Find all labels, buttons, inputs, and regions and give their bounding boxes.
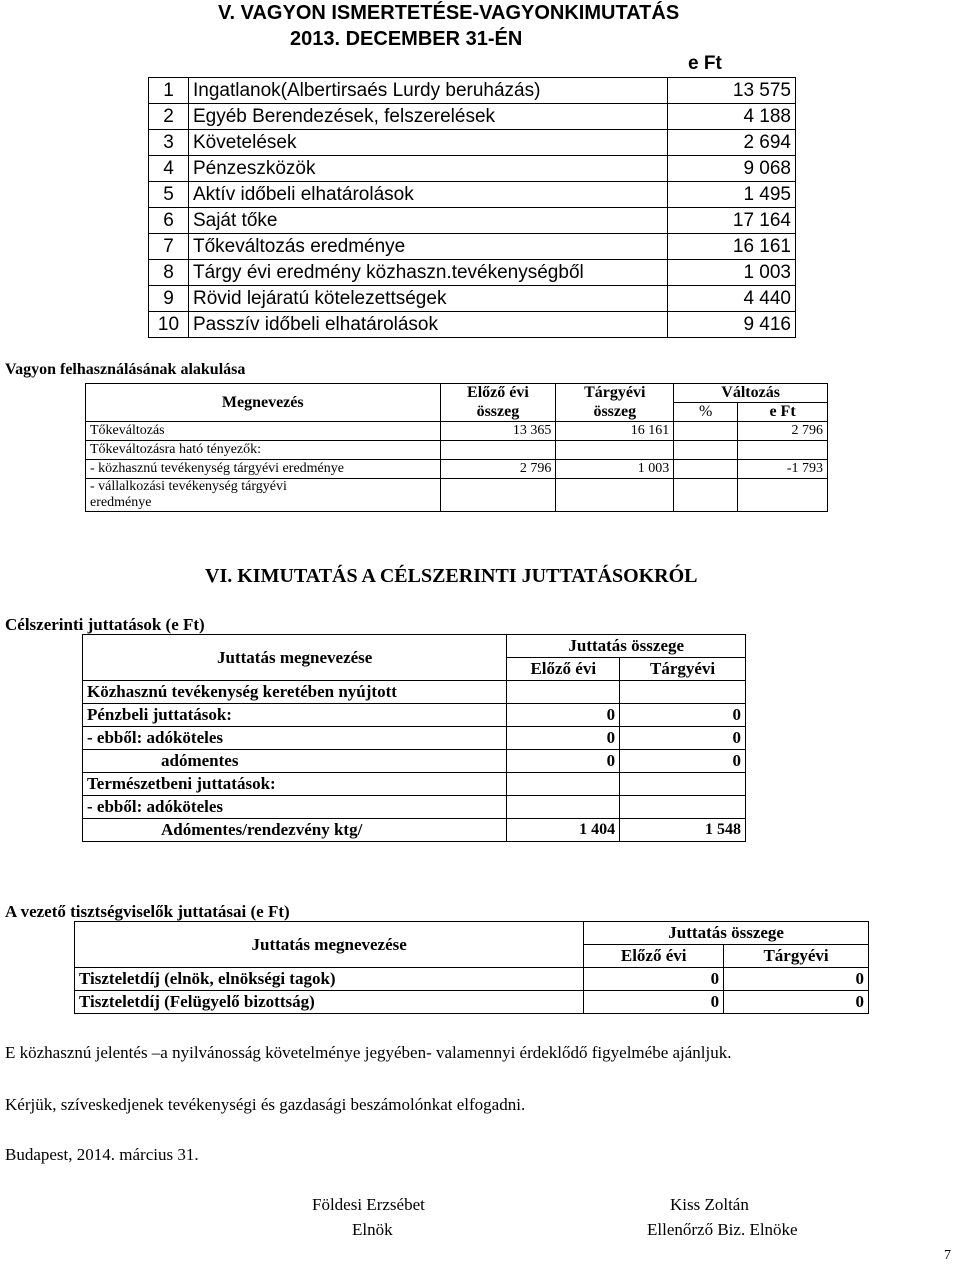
- row-label: adómentes: [83, 750, 507, 773]
- signature-left-name: Földesi Erzsébet: [312, 1195, 425, 1214]
- row-cur: [620, 773, 746, 796]
- row-prev: 0: [584, 968, 724, 991]
- row-prev: [507, 796, 620, 819]
- usage-col-prev-2: összeg: [440, 403, 556, 422]
- signature-right-role: Ellenőrző Biz. Elnöke: [647, 1220, 798, 1239]
- row-cur: 0: [620, 704, 746, 727]
- row-pct: [674, 422, 738, 441]
- table-row: [149, 104, 796, 130]
- table-row: [83, 796, 746, 819]
- row-eft: [738, 441, 828, 460]
- usage-col-name: Megnevezés: [86, 384, 441, 422]
- row-label: Tiszteletdíj (Felügyelő bizottság): [75, 991, 584, 1014]
- leaders-col-prev: Előző évi: [584, 945, 724, 968]
- table-row: [86, 460, 828, 479]
- row-eft: 2 796: [738, 422, 828, 441]
- row-value: 1 003: [668, 260, 796, 286]
- row-number: 1: [149, 78, 189, 104]
- row-label: Adómentes/rendezvény ktg/: [83, 819, 507, 842]
- closing-paragraph-1: E közhasznú jelentés –a nyilvánosság követelménye jegyében- valamennyi érdeklődő figyelmébe ajánljuk.: [5, 1043, 732, 1062]
- section6-title: VI. KIMUTATÁS A CÉLSZERINTI JUTTATÁSOKRÓL: [205, 565, 698, 587]
- row-number: 5: [149, 182, 189, 208]
- row-pct: [674, 479, 738, 512]
- row-label: Tárgy évi eredmény közhaszn.tevékenységből: [188, 260, 667, 286]
- section6-heading: Célszerinti juttatások (e Ft): [5, 615, 205, 634]
- row-label: Pénzeszközök: [188, 156, 667, 182]
- row-label: Követelések: [188, 130, 667, 156]
- benefits-col-prev: Előző évi: [507, 658, 620, 681]
- leaders-col-cur: Tárgyévi: [724, 945, 869, 968]
- row-label: Tőkeváltozás: [86, 422, 441, 441]
- table-row: [149, 78, 796, 104]
- leaders-col-amount: Juttatás összege: [584, 922, 869, 945]
- row-label: Közhasznú tevékenység keretében nyújtott: [83, 681, 507, 704]
- row-cur: 0: [724, 991, 869, 1014]
- row-label: - vállalkozási tevékenység tárgyévi eredménye: [86, 479, 441, 512]
- table-row: [149, 286, 796, 312]
- closing-paragraph-2: Kérjük, szíveskedjenek tevékenységi és gazdasági beszámolónkat elfogadni.: [5, 1095, 526, 1114]
- row-prev: [440, 479, 556, 512]
- table-row: [86, 422, 828, 441]
- row-eft: -1 793: [738, 460, 828, 479]
- table-row: [83, 819, 746, 842]
- row-prev: 13 365: [440, 422, 556, 441]
- benefits-table: [82, 634, 746, 842]
- row-label: Természetbeni juttatások:: [83, 773, 507, 796]
- row-prev: 0: [507, 727, 620, 750]
- table-row: [149, 208, 796, 234]
- row-value: 1 495: [668, 182, 796, 208]
- table-row: [83, 681, 746, 704]
- signature-left-role: Elnök: [352, 1220, 393, 1239]
- table-row: [83, 750, 746, 773]
- table-row: [86, 441, 828, 460]
- row-prev: [507, 681, 620, 704]
- row-label: Ingatlanok(Albertirsaés Lurdy beruházás): [188, 78, 667, 104]
- row-label: Egyéb Berendezések, felszerelések: [188, 104, 667, 130]
- row-cur: 1 548: [620, 819, 746, 842]
- row-number: 8: [149, 260, 189, 286]
- row-label: Tőkeváltozásra ható tényezők:: [86, 441, 441, 460]
- section5-subtitle: 2013. DECEMBER 31-ÉN: [290, 28, 523, 50]
- row-label: Saját tőke: [188, 208, 667, 234]
- row-label: Tiszteletdíj (elnök, elnökségi tagok): [75, 968, 584, 991]
- row-label: Pénzbeli juttatások:: [83, 704, 507, 727]
- row-cur: [556, 441, 674, 460]
- row-label: Rövid lejáratú kötelezettségek: [188, 286, 667, 312]
- row-value: 2 694: [668, 130, 796, 156]
- row-prev: 1 404: [507, 819, 620, 842]
- usage-col-pct: %: [674, 403, 738, 422]
- row-value: 9 416: [668, 312, 796, 338]
- row-value: 16 161: [668, 234, 796, 260]
- table-row: [149, 260, 796, 286]
- table-row: [83, 773, 746, 796]
- table-row: [83, 704, 746, 727]
- table-row: [149, 130, 796, 156]
- table-row: [75, 991, 869, 1014]
- row-cur: 0: [620, 750, 746, 773]
- usage-col-eft: e Ft: [738, 403, 828, 422]
- row-cur: [620, 796, 746, 819]
- usage-table: [85, 383, 828, 512]
- usage-col-cur-1: Tárgyévi: [556, 384, 674, 403]
- row-number: 9: [149, 286, 189, 312]
- leaders-table: [74, 921, 869, 1014]
- row-label: - közhasznú tevékenység tárgyévi eredménye: [86, 460, 441, 479]
- row-label: - ebből: adóköteles: [83, 796, 507, 819]
- row-value: 17 164: [668, 208, 796, 234]
- place-date: Budapest, 2014. március 31.: [5, 1145, 199, 1164]
- table-row: [83, 727, 746, 750]
- table-row: [86, 479, 828, 512]
- benefits-col-cur: Tárgyévi: [620, 658, 746, 681]
- page-number: 7: [944, 1248, 951, 1263]
- row-pct: [674, 460, 738, 479]
- row-cur: [620, 681, 746, 704]
- benefits-col-amount: Juttatás összege: [507, 635, 746, 658]
- usage-heading: Vagyon felhasználásának alakulása: [5, 361, 246, 378]
- row-pct: [674, 441, 738, 460]
- usage-col-change: Változás: [674, 384, 828, 403]
- row-label: Tőkeváltozás eredménye: [188, 234, 667, 260]
- row-label: - ebből: adóköteles: [83, 727, 507, 750]
- row-number: 7: [149, 234, 189, 260]
- row-value: 4 188: [668, 104, 796, 130]
- row-cur: [556, 479, 674, 512]
- row-number: 4: [149, 156, 189, 182]
- usage-col-prev-1: Előző évi: [440, 384, 556, 403]
- table-row: [75, 968, 869, 991]
- row-prev: 0: [584, 991, 724, 1014]
- asset-table: [148, 77, 796, 338]
- leaders-col-name: Juttatás megnevezése: [75, 922, 584, 968]
- row-number: 10: [149, 312, 189, 338]
- signature-right-name: Kiss Zoltán: [670, 1195, 749, 1214]
- row-number: 2: [149, 104, 189, 130]
- row-value: 13 575: [668, 78, 796, 104]
- row-value: 4 440: [668, 286, 796, 312]
- table-row: [149, 182, 796, 208]
- row-cur: 16 161: [556, 422, 674, 441]
- table-row: [149, 312, 796, 338]
- row-prev: 0: [507, 750, 620, 773]
- row-cur: 0: [724, 968, 869, 991]
- benefits-col-name: Juttatás megnevezése: [83, 635, 507, 681]
- section5-unit: e Ft: [688, 53, 722, 74]
- table-row: [149, 156, 796, 182]
- row-prev: [440, 441, 556, 460]
- row-prev: 0: [507, 704, 620, 727]
- leaders-heading: A vezető tisztségviselők juttatásai (e Ft): [5, 902, 290, 921]
- row-label: Passzív időbeli elhatárolások: [188, 312, 667, 338]
- row-cur: 0: [620, 727, 746, 750]
- row-prev: 2 796: [440, 460, 556, 479]
- table-row: [149, 234, 796, 260]
- section5-title: V. VAGYON ISMERTETÉSE-VAGYONKIMUTATÁS: [218, 2, 680, 24]
- row-number: 6: [149, 208, 189, 234]
- row-cur: 1 003: [556, 460, 674, 479]
- row-value: 9 068: [668, 156, 796, 182]
- row-prev: [507, 773, 620, 796]
- row-eft: [738, 479, 828, 512]
- row-label: Aktív időbeli elhatárolások: [188, 182, 667, 208]
- row-number: 3: [149, 130, 189, 156]
- usage-col-cur-2: összeg: [556, 403, 674, 422]
